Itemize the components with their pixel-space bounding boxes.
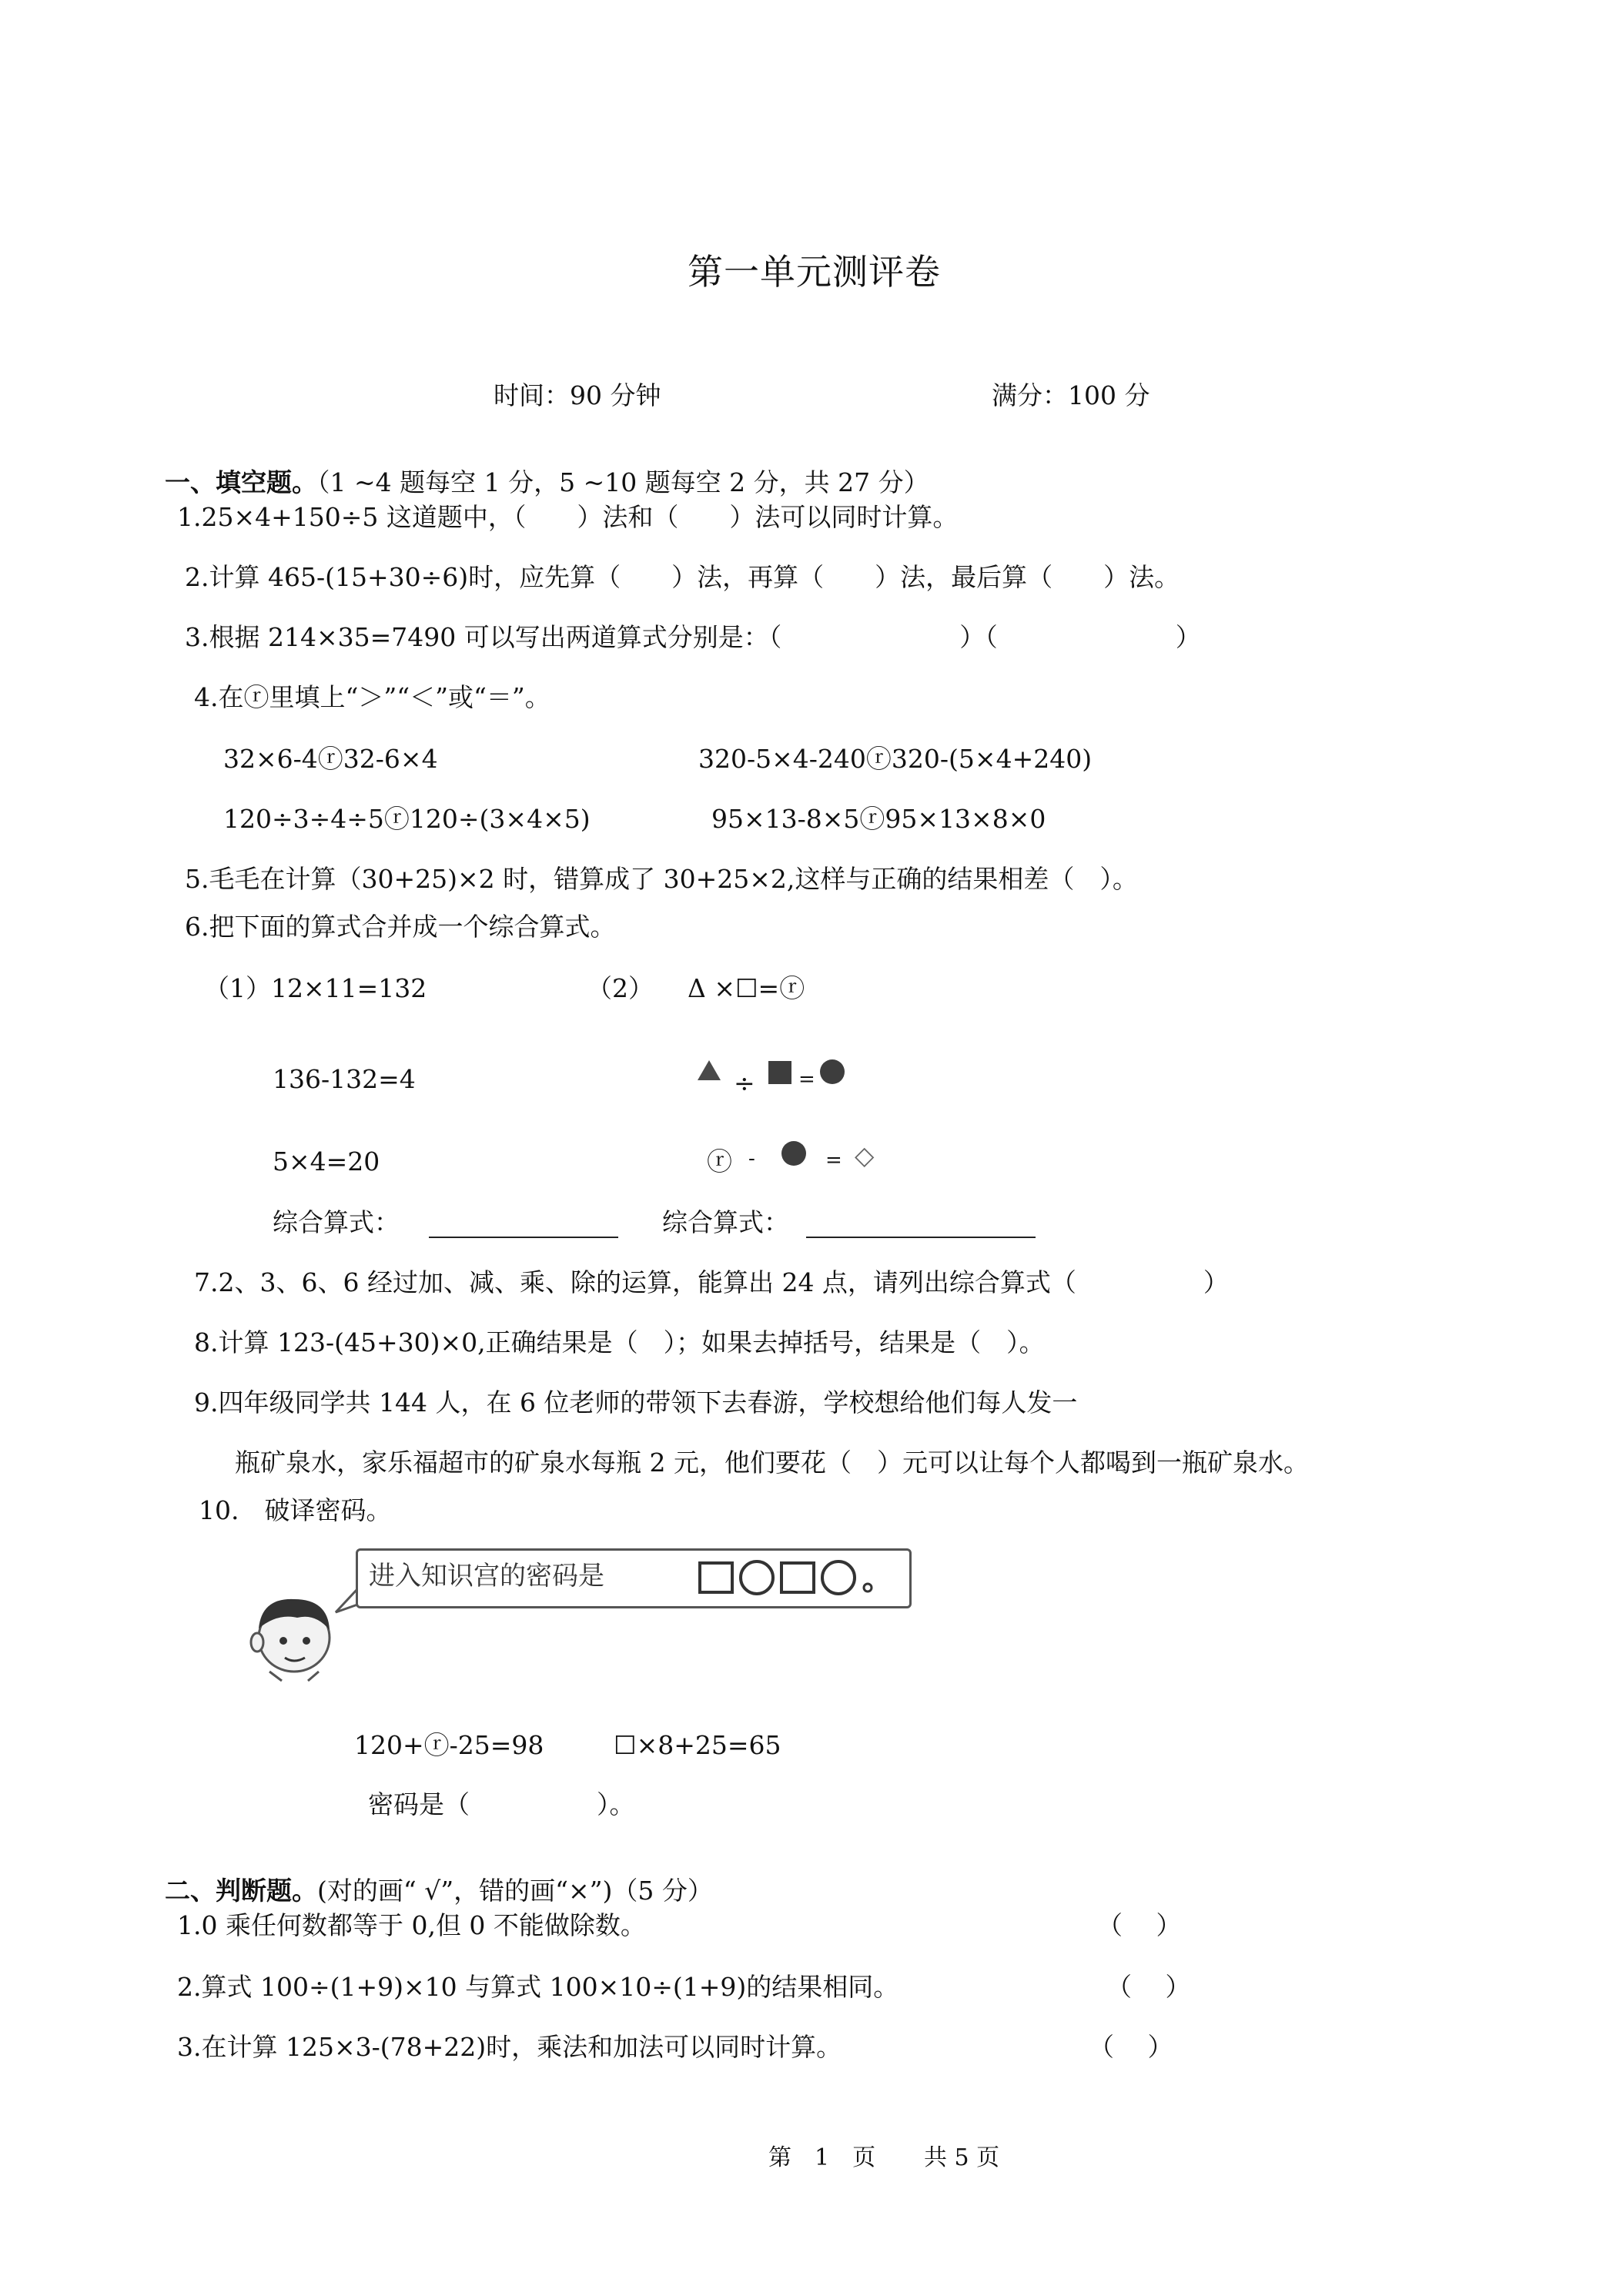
triangle-icon	[696, 1059, 722, 1082]
question-7: 7.2、3、6、6 经过加、减、乘、除的运算，能算出 24 点，请列出综合算式（ ）	[194, 1267, 1229, 1297]
question-4c: 120÷3÷4÷5ⓡ120÷(3×4×5)	[223, 804, 591, 834]
square-icon	[768, 1060, 792, 1085]
question-6-1-line3: 5×4=20	[273, 1146, 380, 1176]
judge-bracket-1[interactable]: （ ）	[1097, 1910, 1182, 1940]
divide-sign: ÷	[734, 1068, 755, 1098]
question-4d: 95×13-8×5ⓡ95×13×8×0	[711, 804, 1046, 834]
question-10-eq1: 120+ⓡ-25=98	[354, 1730, 544, 1760]
answer-line-2[interactable]	[806, 1237, 1036, 1238]
question-1: 1.25×4+150÷5 这道题中，（ ）法和（ ）法可以同时计算。	[177, 502, 959, 532]
bubble-text: 进入知识宫的密码是	[369, 1561, 604, 1591]
circle-icon	[780, 1140, 808, 1167]
combined-label-1: 综合算式：	[273, 1207, 400, 1237]
judge-bracket-2[interactable]: （ ）	[1106, 1972, 1191, 2002]
section2-note: (对的画“ √”，错的画“×”)（5 分）	[316, 1876, 713, 1906]
exam-time: 时间：90 分钟	[494, 380, 661, 410]
question-10-answer: 密码是（ ）。	[368, 1789, 635, 1819]
question-4b: 320-5×4-240ⓡ320-(5×4+240)	[698, 744, 1093, 774]
minus-sign: -	[748, 1147, 755, 1170]
section1-note: （1 ~4 题每空 1 分，5 ~10 题每空 2 分，共 27 分）	[316, 467, 929, 497]
equals-sign: =	[825, 1149, 842, 1172]
answer-line-1[interactable]	[429, 1237, 618, 1238]
section2-heading-line	[149, 1853, 713, 1906]
section1-heading-line	[149, 444, 929, 495]
question-6-2-label: （2）	[587, 973, 654, 1003]
exam-score: 满分：100 分	[992, 380, 1150, 410]
page-title: 第一单元测评卷	[688, 251, 941, 293]
question-6-2-line1: Δ ×☐=ⓡ	[688, 973, 805, 1003]
question-4a: 32×6-4ⓡ32-6×4	[223, 744, 438, 774]
question-8: 8.计算 123-(45+30)×0,正确结果是（ ）；如果去掉括号，结果是（ ）。	[194, 1327, 1045, 1357]
question-9-line2: 瓶矿泉水，家乐福超市的矿泉水每瓶 2 元，他们要花（ ）元可以让每个人都喝到一瓶矿泉水。	[235, 1448, 1309, 1478]
question-6-1-line2: 136-132=4	[273, 1064, 416, 1094]
page-number: 第 1 页	[768, 2144, 876, 2171]
equals-sign: =	[798, 1068, 815, 1091]
judge-item-3: 3.在计算 125×3-(78+22)时，乘法和加法可以同时计算。	[177, 2032, 842, 2062]
section2-heading: 二、判断题。	[164, 1876, 317, 1906]
question-6-1-label: （1）12×11=132	[204, 973, 427, 1003]
judge-bracket-3[interactable]: （ ）	[1089, 2032, 1173, 2062]
password-shapes-icon	[697, 1558, 897, 1597]
speech-bubble	[356, 1548, 912, 1608]
question-5: 5.毛毛在计算（30+25)×2 时，错算成了 30+25×2,这样与正确的结果相差（ ）。	[185, 864, 1138, 894]
judge-item-1: 1.0 乘任何数都等于 0,但 0 不能做除数。	[177, 1910, 646, 1940]
question-9-line1: 9.四年级同学共 144 人，在 6 位老师的带领下去春游，学校想给他们每人发一	[194, 1387, 1078, 1417]
question-4: 4.在ⓡ里填上“＞”“＜”或“＝”。	[194, 682, 550, 712]
question-6: 6.把下面的算式合并成一个综合算式。	[185, 912, 616, 942]
page-total: 共 5 页	[924, 2144, 1000, 2171]
registered-symbol: ⓡ	[707, 1146, 732, 1176]
diamond-icon: ◇	[855, 1140, 875, 1170]
judge-item-2: 2.算式 100÷(1+9)×10 与算式 100×10÷(1+9)的结果相同。	[177, 1972, 899, 2002]
question-10: 10. 破译密码。	[199, 1495, 392, 1525]
question-10-eq2: ☐×8+25=65	[614, 1730, 781, 1760]
section1-heading: 一、填空题。	[164, 467, 317, 497]
question-2: 2.计算 465-(15+30÷6)时，应先算（ ）法，再算（ ）法，最后算（ ）法。	[185, 562, 1180, 592]
combined-label-2: 综合算式：	[662, 1207, 789, 1237]
question-3: 3.根据 214×35=7490 可以写出两道算式分别是：（ ）（ ）	[185, 622, 1201, 652]
circle-icon	[818, 1058, 846, 1086]
